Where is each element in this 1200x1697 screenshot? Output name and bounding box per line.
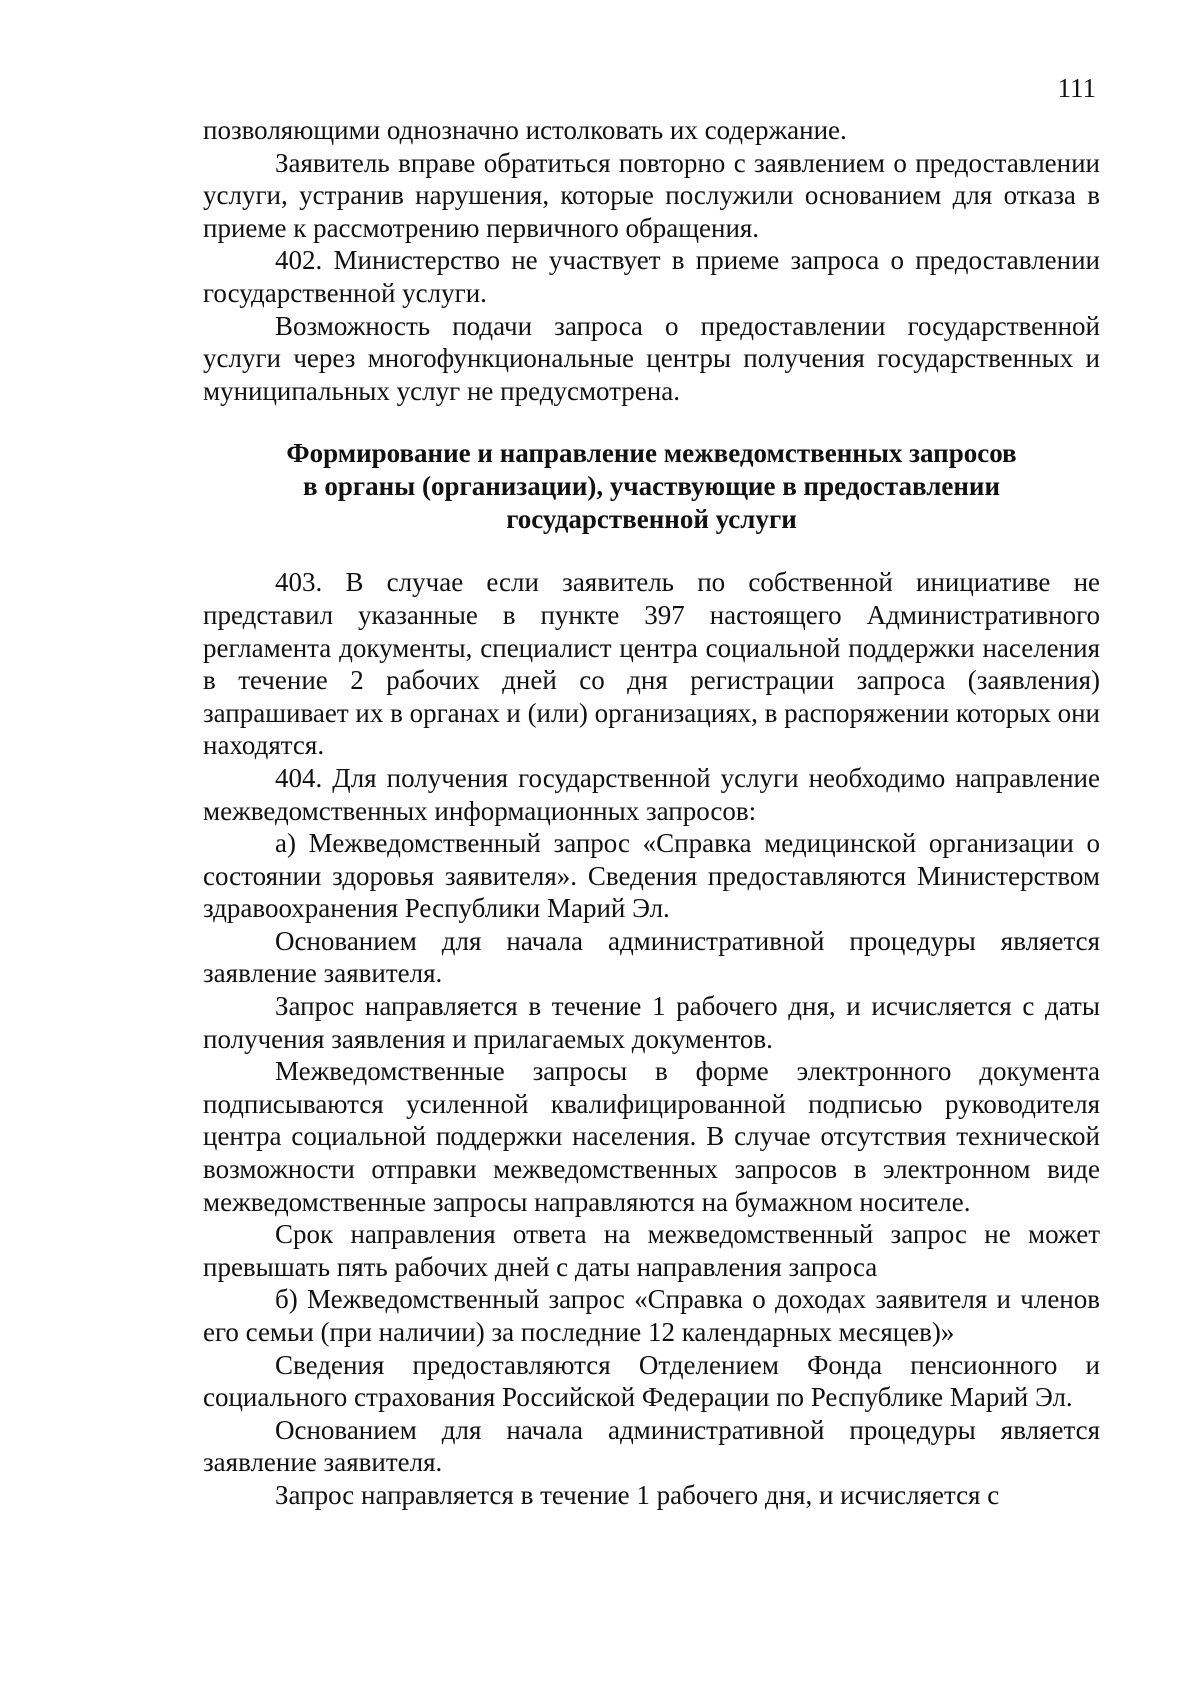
paragraph: Запрос направляется в течение 1 рабочего дня, и исчисляется с даты получения заявления и прилагаемых документов. [203, 991, 1100, 1054]
paragraph: позволяющими однозначно истолковать их содержание. [203, 115, 847, 145]
page-number: 111 [1057, 73, 1096, 103]
paragraph: 402. Министерство не участвует в приеме запроса о предоставлении государственной услуги. [203, 245, 1100, 308]
heading-line: в органы (организации), участвующие в предоставлении [302, 471, 1001, 502]
document-body [203, 114, 1100, 1512]
paragraph: Заявитель вправе обратиться повторно с заявлением о предоставлении услуги, устранив нарушения, которые послужили основанием для отказа в приеме к рассмотрению первичного обращения. [203, 147, 1100, 243]
paragraph: Основанием для начала административной процедуры является заявление заявителя. [203, 1414, 1100, 1478]
paragraph: Сведения предоставляются Отделением Фонда пенсионного и социального страхования Российской Федерации по Республике Марий Эл. [203, 1349, 1100, 1413]
paragraph: Основанием для начала административной процедуры является заявление заявителя. [203, 925, 1100, 989]
heading-line: государственной услуги [506, 504, 797, 535]
paragraph: Возможность подачи запроса о предоставлении государственной услуги через многофункциональные центры получения государственных и муниципальных услуг не предусмотрена. [203, 310, 1100, 406]
paragraph: Межведомственные запросы в форме электронного документа подписываются усиленной квалифицированной подписью руководителя центра социальной поддержки населения. В случае отсутствия технической возможности отправки межведомственных запросов в электронном виде межведомственные запросы направляются на бумажном носителе. [203, 1056, 1100, 1217]
heading-line: Формирование и направление межведомственных запросов [286, 438, 1017, 469]
paragraph: б) Межведомственный запрос «Справка о доходах заявителя и членов его семьи (при наличии) за последние 12 календарных месяцев)» [203, 1284, 1100, 1347]
paragraph: Запрос направляется в течение 1 рабочего дня, и исчисляется с [275, 1479, 1000, 1510]
paragraph: 404. Для получения государственной услуги необходимо направление межведомственных информационных запросов: [203, 762, 1100, 826]
paragraph: 403. В случае если заявитель по собственной инициативе не представил указанные в пункте 397 настоящего Административного регламента документы, специалист центра социальной поддержки населения в течение 2 рабочих дней со дня регистрации запроса (заявления) запрашивает их в органах и (или) организациях, в распоряжении которых они находятся. [203, 567, 1100, 761]
section-heading [203, 437, 1100, 536]
paragraph: Срок направления ответа на межведомственный запрос не может превышать пять рабочих дней с даты направления запроса [203, 1219, 1100, 1282]
paragraph: а) Межведомственный запрос «Справка медицинской организации о состоянии здоровья заявителя». Сведения предоставляются Министерством здравоохранения Республики Марий Эл. [203, 828, 1100, 924]
